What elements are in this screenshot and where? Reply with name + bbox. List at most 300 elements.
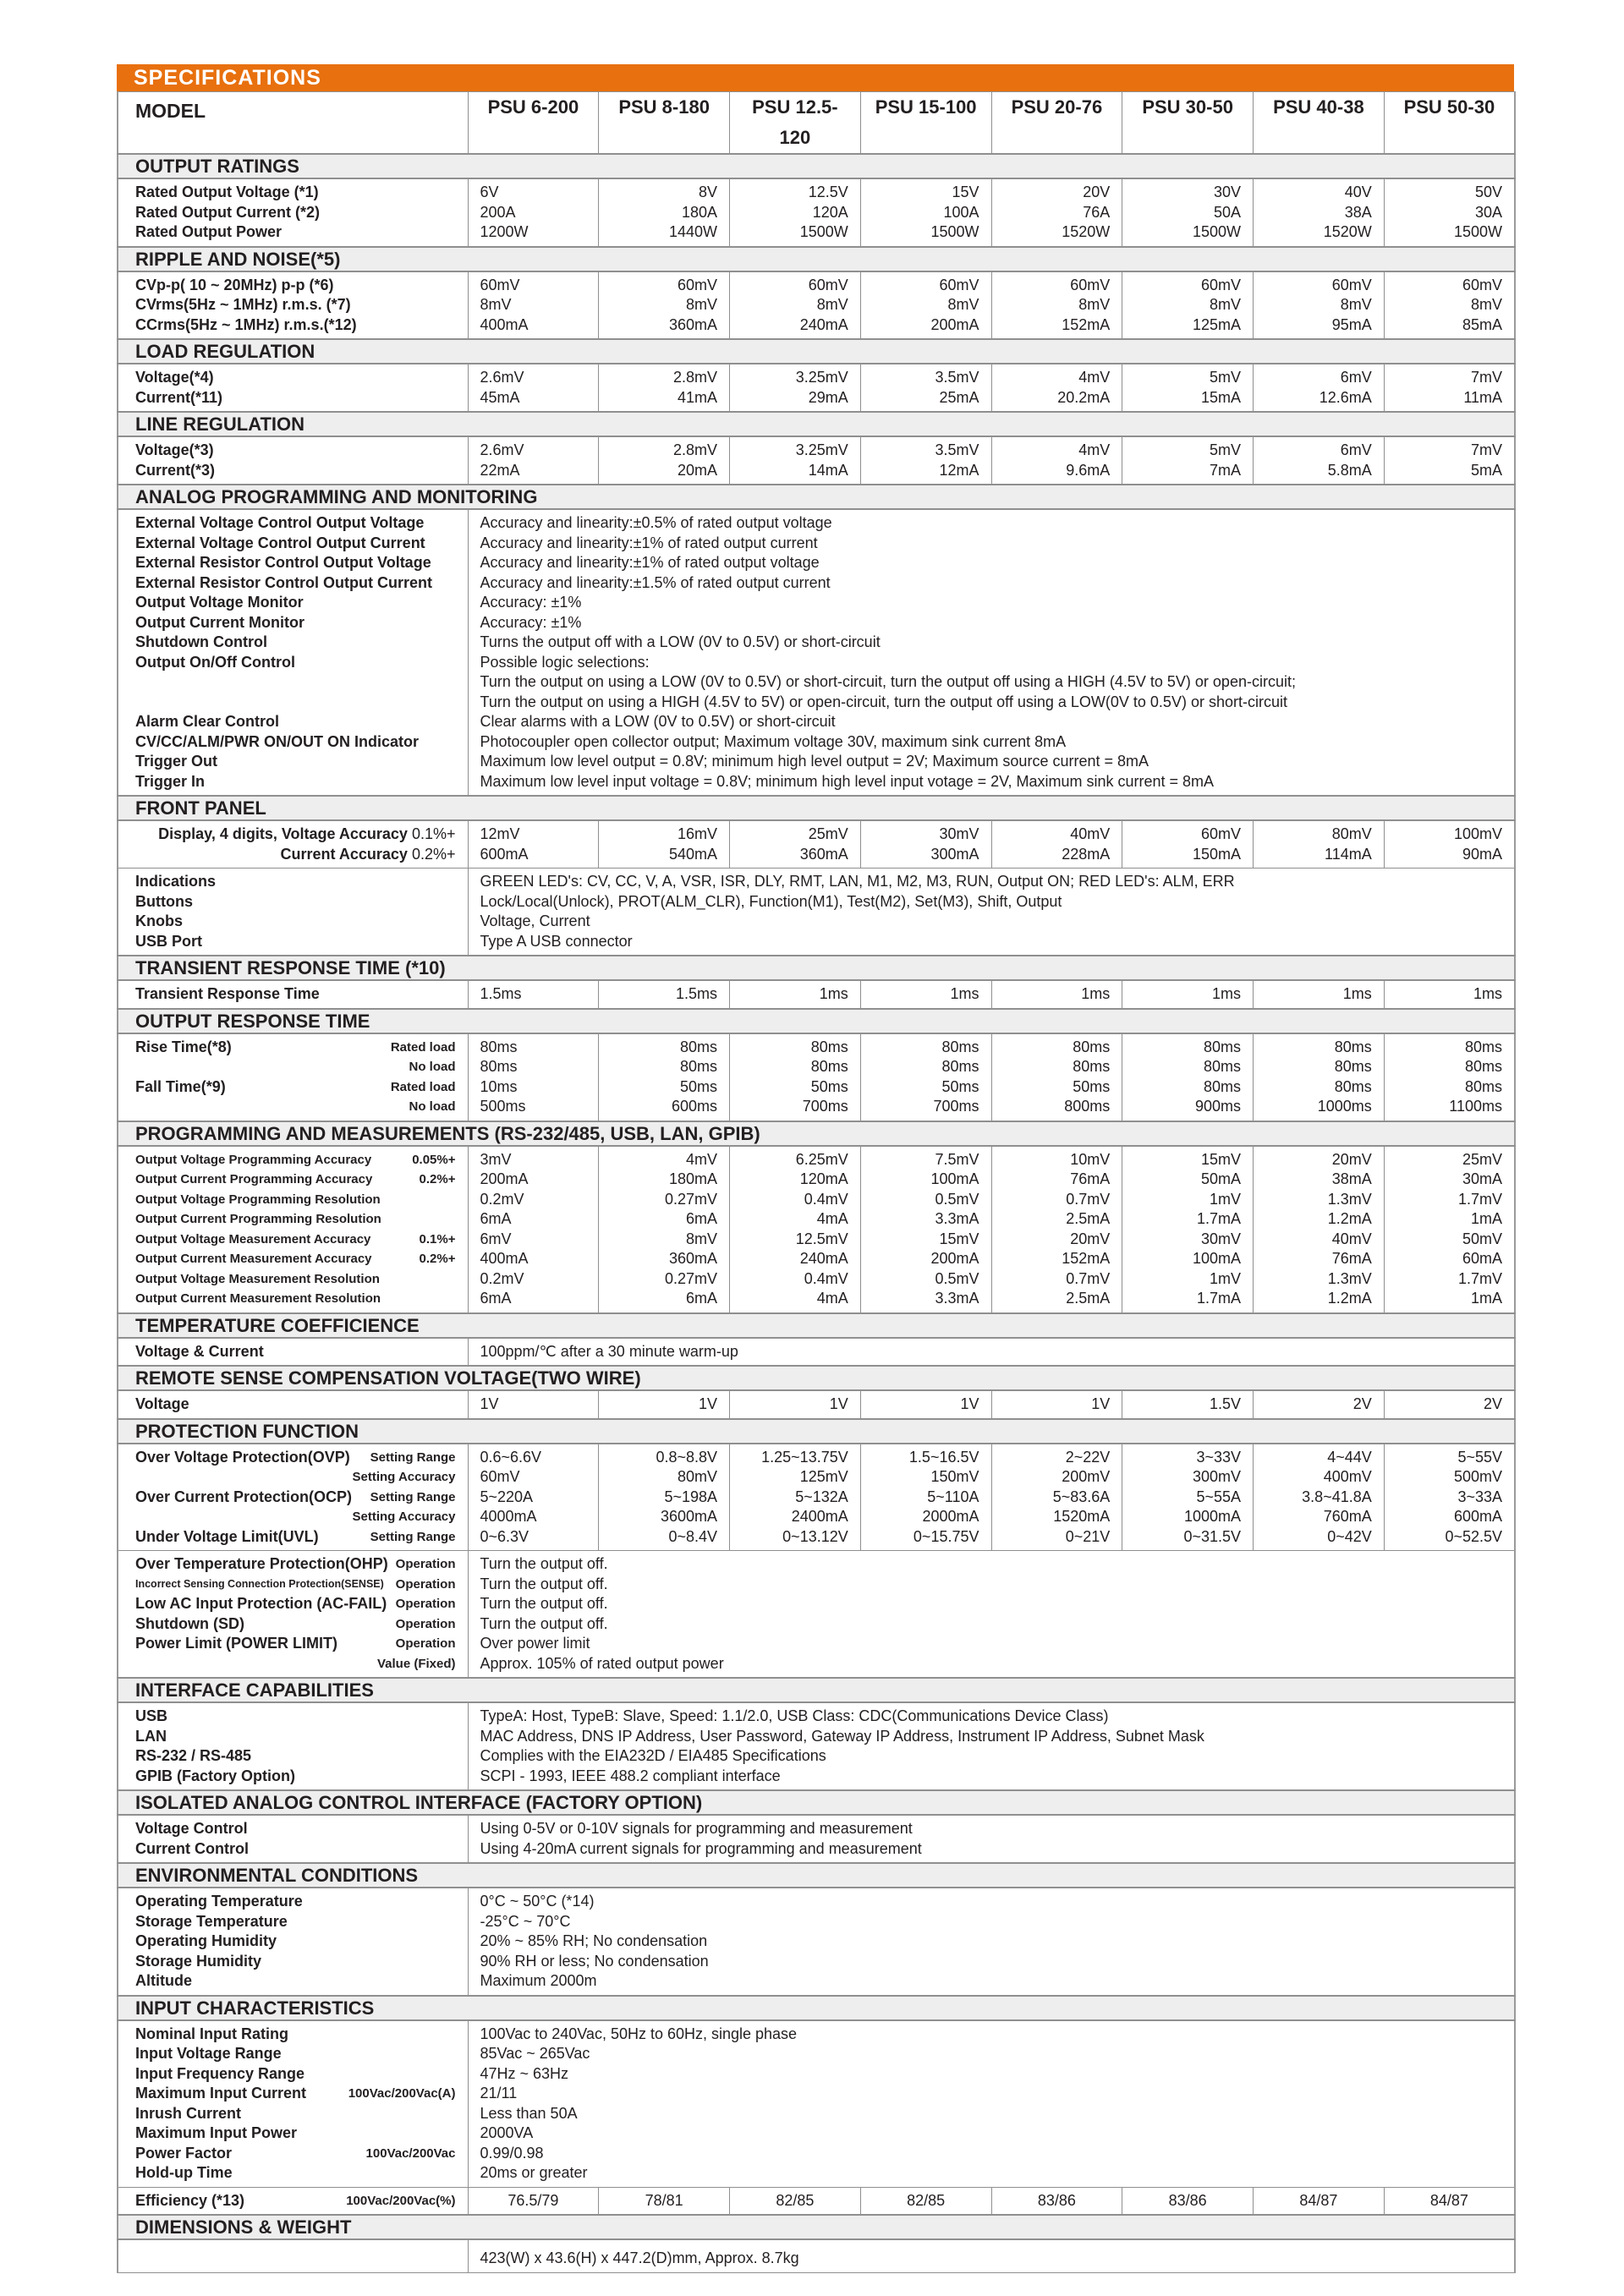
- value-cell: [1384, 1033, 1515, 1121]
- row-label: Operating Humidity: [135, 1932, 277, 1949]
- label-main: Output Current Programming Resolution: [135, 1212, 381, 1226]
- cell-value: 20.2mA: [1057, 388, 1111, 406]
- value-cell: [860, 1390, 991, 1419]
- label-sub: [452, 1190, 455, 1210]
- spec-text: Lock/Local(Unlock), PROT(ALM_CLR), Function(M1), Test(M2), Set(M3), Shift, Output: [480, 892, 1062, 910]
- cell-value: 5~83.6A: [1052, 1488, 1111, 1505]
- output-response-row: [118, 1033, 1515, 1121]
- label-main: Low AC Input Protection (AC-FAIL): [135, 1595, 387, 1612]
- label-main: Output Current Measurement Accuracy: [135, 1252, 372, 1266]
- cell-value: 8mV: [1078, 296, 1111, 313]
- cell-value: 8mV: [1470, 296, 1502, 313]
- cell-value: 80ms: [480, 1038, 518, 1055]
- section-title: INPUT CHARACTERISTICS: [118, 1996, 1515, 2020]
- value-cell: [1122, 271, 1254, 340]
- model-name: PSU 30-50: [1122, 92, 1254, 155]
- spec-text: 423(W) x 43.6(H) x 447.2(D)mm, Approx. 8.7kg: [480, 2249, 799, 2266]
- cell-value: 6mA: [480, 1290, 512, 1307]
- spec-text: Accuracy and linearity:±0.5% of rated output voltage: [480, 514, 832, 531]
- cell-value: 500mV: [1453, 1468, 1502, 1485]
- cell-value: 1ms: [1473, 985, 1502, 1002]
- spec-text: Using 4-20mA current signals for programming and measurement: [480, 1839, 922, 1857]
- cell-value: 1520mA: [1053, 1508, 1111, 1525]
- cell-value: 50ms: [810, 1077, 848, 1095]
- label-main: Over Current Protection(OCP): [135, 1488, 353, 1505]
- cell-value: 1500W: [1453, 223, 1502, 240]
- cell-value: 10mV: [1070, 1150, 1111, 1168]
- dimensions-label: [118, 2239, 468, 2273]
- input-row: [118, 2020, 1515, 2188]
- spec-text: MAC Address, DNS IP Address, User Password, Gateway IP Address, Instrument IP Address, Subnet Mask: [480, 1727, 1204, 1745]
- load-regulation-section-header: [118, 339, 1515, 364]
- spec-text: Accuracy and linearity:±1.5% of rated output current: [480, 573, 831, 591]
- value-cell: [599, 980, 730, 1009]
- row-label: [135, 1249, 456, 1269]
- row-label: [135, 1057, 456, 1077]
- row-label: [135, 2104, 456, 2124]
- cell-value: 30mA: [1462, 1170, 1502, 1187]
- label-sub: Operation: [395, 1576, 456, 1592]
- value-cell: [599, 1444, 730, 1551]
- cell-value: 1V: [698, 1395, 717, 1412]
- cell-value: 5mV: [1209, 369, 1241, 386]
- value-cell: [1384, 2187, 1515, 2215]
- label-main: Current Accuracy: [280, 845, 408, 863]
- value-cell: [730, 1146, 861, 1313]
- cell-value: 1.3mV: [1327, 1269, 1372, 1287]
- cell-value: 7mV: [1470, 369, 1502, 386]
- section-title: INTERFACE CAPABILITIES: [118, 1678, 1515, 1702]
- value-cell: [468, 820, 599, 869]
- value-cell: [1254, 820, 1385, 869]
- protection-labels: [118, 1444, 468, 1551]
- label-sub: Operation: [395, 1557, 456, 1571]
- cell-value: 80ms: [1334, 1077, 1372, 1095]
- dimensions-value: [468, 2239, 1515, 2273]
- label-main: Inrush Current: [135, 2104, 242, 2122]
- cell-value: 50A: [1213, 203, 1241, 221]
- cell-value: 1520W: [1323, 223, 1372, 240]
- cell-value: 20V: [1083, 184, 1111, 200]
- cell-value: 30mV: [939, 825, 979, 842]
- environment-labels: [118, 1888, 468, 1996]
- value-cell: [1122, 1390, 1254, 1419]
- row-label: [135, 845, 456, 865]
- cell-value: 1.5ms: [675, 985, 717, 1002]
- spec-text: 47Hz ~ 63Hz: [480, 2064, 569, 2082]
- label-main: [135, 1654, 140, 1674]
- section-title: LINE REGULATION: [118, 412, 1515, 436]
- model-name: PSU 20-76: [991, 92, 1122, 155]
- cell-value: 152mA: [1062, 315, 1111, 333]
- spec-text: 2000VA: [480, 2124, 534, 2141]
- cell-value: 1500W: [799, 223, 848, 240]
- row-label: USB Port: [135, 932, 203, 950]
- row-label: [135, 1507, 456, 1527]
- label-main: Rise Time(*8): [135, 1038, 232, 1055]
- cell-value: 12.6mA: [1319, 388, 1372, 406]
- cell-value: 80ms: [1203, 1077, 1241, 1095]
- cell-value: 1200W: [480, 223, 529, 240]
- row-label: [135, 1654, 456, 1674]
- value-cell: [599, 436, 730, 485]
- protection-row: [118, 1444, 1515, 1551]
- cell-value: 200mA: [480, 1170, 529, 1187]
- cell-value: 400mA: [480, 1250, 529, 1267]
- protection-section-header: [118, 1419, 1515, 1444]
- row-label: Voltage(*3): [135, 441, 214, 458]
- value-cell: [730, 1033, 861, 1121]
- cell-value: 7mA: [1209, 461, 1241, 479]
- cell-value: 0.7mV: [1066, 1269, 1111, 1287]
- label-sub: [452, 2163, 455, 2184]
- row-label: CV/CC/ALM/PWR ON/OUT ON Indicator: [135, 732, 419, 750]
- row-label: External Resistor Control Output Current: [135, 573, 433, 591]
- cell-value: 76mA: [1070, 1170, 1111, 1187]
- label-main: Output Voltage Programming Accuracy: [135, 1152, 372, 1167]
- label-main: Output Voltage Measurement Accuracy: [135, 1231, 371, 1247]
- value-cell: [1384, 1146, 1515, 1313]
- value-cell: [730, 1444, 861, 1551]
- front-panel-values: [468, 869, 1515, 956]
- cell-value: 4mV: [1078, 441, 1111, 458]
- value-cell: [1122, 364, 1254, 412]
- label-sub: 0.2%+: [419, 1172, 456, 1186]
- row-label: Storage Humidity: [135, 1952, 262, 1970]
- row-label: Output Voltage Monitor: [135, 594, 304, 611]
- section-title: RIPPLE AND NOISE(*5): [118, 247, 1515, 271]
- cell-value: 12mA: [939, 461, 979, 479]
- section-title: LOAD REGULATION: [118, 339, 1515, 364]
- cell-value: 15mV: [939, 1230, 979, 1247]
- cell-value: 150mA: [1192, 845, 1241, 863]
- value-cell: [860, 1146, 991, 1313]
- value-cell: [991, 436, 1122, 485]
- cell-value: 0.27mV: [664, 1269, 717, 1287]
- spec-text: 85Vac ~ 265Vac: [480, 2045, 590, 2062]
- spec-title-bar: SPECIFICATIONS: [117, 64, 1514, 91]
- cell-value: 240mA: [799, 1250, 848, 1267]
- label-sub: [452, 2044, 455, 2064]
- row-label: RS-232 / RS-485: [135, 1747, 252, 1764]
- cell-value: 0.2mV: [480, 1190, 524, 1208]
- row-label: Output Current Monitor: [135, 613, 304, 631]
- cell-value: 114mA: [1325, 845, 1372, 863]
- cell-value: 80ms: [1334, 1038, 1372, 1055]
- label-main: Over Voltage Protection(OVP): [135, 1448, 350, 1466]
- model-label: MODEL: [118, 92, 468, 155]
- cell-value: 84/87: [1299, 2191, 1338, 2209]
- input-values: [468, 2020, 1515, 2188]
- spec-text: 100Vac to 240Vac, 50Hz to 60Hz, single phase: [480, 2025, 798, 2042]
- cell-value: 1.7mA: [1196, 1210, 1241, 1227]
- value-cell: [599, 364, 730, 412]
- cell-value: 12.5mV: [795, 1230, 848, 1247]
- cell-value: 6mV: [1340, 369, 1372, 386]
- cell-value: 12mV: [480, 825, 520, 842]
- label-sub: No load: [409, 1060, 456, 1074]
- section-title: OUTPUT RESPONSE TIME: [118, 1009, 1515, 1033]
- row-label: [135, 672, 456, 693]
- value-cell: [599, 1033, 730, 1121]
- cell-value: 4000mA: [480, 1508, 537, 1525]
- value-cell: [468, 2187, 599, 2215]
- cell-value: 76mA: [1331, 1250, 1372, 1267]
- cell-value: 0~31.5V: [1183, 1527, 1241, 1545]
- spec-text: Turn the output on using a LOW (0V to 0.5V) or short-circuit, turn the output off using a HIGH (4.5V to 5V) or open-circuit;: [480, 673, 1296, 690]
- protection-ops-row: [118, 1551, 1515, 1679]
- cell-value: 200mV: [1062, 1468, 1111, 1485]
- row-label: [135, 2163, 456, 2184]
- label-sub: [452, 1269, 455, 1290]
- cell-value: 1.7mA: [1196, 1290, 1241, 1307]
- label-sub: [452, 2123, 455, 2144]
- section-title: PROTECTION FUNCTION: [118, 1419, 1515, 1444]
- cell-value: 95mA: [1331, 315, 1372, 333]
- section-title: FRONT PANEL: [118, 796, 1515, 820]
- cell-value: 1mV: [1209, 1190, 1241, 1208]
- cell-value: 6mA: [480, 1210, 512, 1227]
- value-cell: [599, 1390, 730, 1419]
- analog-section-header: [118, 485, 1515, 509]
- cell-value: 1500W: [930, 223, 979, 240]
- cell-value: 360mA: [668, 315, 717, 333]
- cell-value: 2000mA: [922, 1508, 979, 1525]
- cell-value: 80ms: [1464, 1058, 1502, 1075]
- spec-text: Turn the output on using a HIGH (4.5V to 5V) or open-circuit, turn the output off using a LOW(0V to 0.5V) or short-circuit: [480, 693, 1287, 710]
- row-label: [135, 1467, 456, 1488]
- cell-value: 80ms: [810, 1038, 848, 1055]
- value-cell: [991, 271, 1122, 340]
- spec-text: 90% RH or less; No condensation: [480, 1952, 709, 1970]
- cell-value: 8mV: [1209, 296, 1241, 313]
- cell-value: 80ms: [679, 1058, 717, 1075]
- output-response-labels: [118, 1033, 468, 1121]
- row-label: [135, 2191, 456, 2211]
- cell-value: 3.3mA: [935, 1290, 979, 1307]
- value-cell: [991, 178, 1122, 247]
- cell-value: 3.3mA: [935, 1210, 979, 1227]
- value-cell: [991, 1033, 1122, 1121]
- cell-value: 0.4mV: [804, 1269, 848, 1287]
- value-cell: [991, 1146, 1122, 1313]
- cell-value: 60mV: [1462, 276, 1502, 293]
- cell-value: 125mA: [1192, 315, 1241, 333]
- row-label: Current Control: [135, 1839, 249, 1857]
- cell-value: 1.2mA: [1327, 1210, 1372, 1227]
- model-name: PSU 6-200: [468, 92, 599, 155]
- value-cell: [860, 178, 991, 247]
- spec-text: Turn the output off.: [480, 1555, 608, 1572]
- value-cell: [730, 364, 861, 412]
- value-cell: [468, 1444, 599, 1551]
- spec-text: 21/11: [480, 2085, 518, 2101]
- analog-row: [118, 509, 1515, 796]
- efficiency-label: [118, 2187, 468, 2215]
- cell-value: 1ms: [1081, 985, 1111, 1002]
- row-label: Indications: [135, 873, 217, 890]
- front-panel-section-header: [118, 796, 1515, 820]
- label-main: Output Voltage Programming Resolution: [135, 1192, 381, 1207]
- temperature-values: [468, 1338, 1515, 1367]
- row-label: Rated Output Power: [135, 223, 283, 240]
- cell-value: 38A: [1344, 203, 1372, 221]
- cell-value: 8mV: [685, 296, 717, 313]
- row-label: Voltage & Current: [135, 1342, 264, 1360]
- row-label: External Voltage Control Output Current: [135, 534, 425, 551]
- cell-value: 11mA: [1463, 388, 1502, 406]
- value-cell: [1384, 1444, 1515, 1551]
- model-name: PSU 50-30: [1384, 92, 1515, 155]
- spec-text: Turn the output off.: [480, 1614, 608, 1632]
- spec-text: 20% ~ 85% RH; No condensation: [480, 1932, 708, 1949]
- cell-value: 80ms: [1203, 1038, 1241, 1055]
- cell-value: 760mA: [1323, 1508, 1372, 1525]
- output-ratings-labels: [118, 178, 468, 247]
- output-response-section-header: [118, 1009, 1515, 1033]
- spec-text: Approx. 105% of rated output power: [480, 1654, 724, 1672]
- cell-value: 200mA: [930, 1250, 979, 1267]
- row-label: Voltage Control: [135, 1820, 248, 1837]
- value-cell: [730, 178, 861, 247]
- cell-value: 12.5V: [808, 184, 848, 200]
- value-cell: [1384, 820, 1515, 869]
- row-label: [135, 1488, 456, 1508]
- value-cell: [468, 436, 599, 485]
- cell-value: 0.5mV: [935, 1269, 979, 1287]
- cell-value: 4~44V: [1327, 1448, 1372, 1466]
- row-label: Alarm Clear Control: [135, 713, 280, 730]
- cell-value: 180mA: [668, 1170, 717, 1187]
- row-label: CVrms(5Hz ~ 1MHz) r.m.s. (*7): [135, 296, 351, 313]
- programming-labels: [118, 1146, 468, 1313]
- cell-value: 84/87: [1429, 2191, 1468, 2209]
- spec-text: Accuracy: ±1%: [480, 613, 582, 631]
- row-label: CCrms(5Hz ~ 1MHz) r.m.s.(*12): [135, 315, 357, 333]
- cell-value: 0.4mV: [804, 1190, 848, 1208]
- cell-value: 228mA: [1062, 845, 1111, 863]
- section-title: ENVIRONMENTAL CONDITIONS: [118, 1863, 1515, 1888]
- cell-value: 2.6mV: [480, 441, 524, 458]
- cell-value: 200A: [480, 203, 516, 221]
- cell-value: 400mA: [480, 315, 529, 333]
- cell-value: 82/85: [776, 2191, 815, 2209]
- cell-value: 1ms: [819, 985, 848, 1002]
- label-main: Nominal Input Rating: [135, 2025, 288, 2042]
- load-regulation-row: [118, 364, 1515, 412]
- cell-value: 83/86: [1037, 2191, 1076, 2209]
- spec-text: Less than 50A: [480, 2104, 578, 2122]
- efficiency-row: [118, 2187, 1515, 2215]
- value-cell: [468, 178, 599, 247]
- cell-value: 100mV: [1453, 825, 1502, 842]
- cell-value: 1.25~13.75V: [761, 1448, 848, 1466]
- cell-value: 3mV: [480, 1150, 512, 1168]
- cell-value: 30A: [1474, 203, 1502, 221]
- cell-value: 0~15.75V: [913, 1527, 979, 1545]
- cell-value: 1ms: [950, 985, 979, 1002]
- cell-value: 8mV: [1340, 296, 1372, 313]
- label-sub: [452, 2025, 455, 2045]
- transient-section-header: [118, 956, 1515, 980]
- cell-value: 80ms: [1334, 1058, 1372, 1075]
- input-section-header: [118, 1996, 1515, 2020]
- interface-section-header: [118, 1678, 1515, 1702]
- row-label: [135, 2044, 456, 2064]
- cell-value: 1.2mA: [1327, 1290, 1372, 1307]
- front-panel-display-row: [118, 820, 1515, 869]
- protection-ops-labels: [118, 1551, 468, 1679]
- cell-value: 3.5mV: [935, 369, 979, 386]
- spec-sheet: [117, 64, 1514, 2273]
- label-main: Efficiency (*13): [135, 2191, 245, 2209]
- value-cell: [1384, 1390, 1515, 1419]
- label-sub: 0.1%+: [419, 1231, 456, 1247]
- cell-value: 78/81: [645, 2191, 683, 2209]
- row-label: Output On/Off Control: [135, 653, 295, 671]
- cell-value: 1.5V: [1209, 1395, 1241, 1412]
- row-label: Transient Response Time: [135, 985, 320, 1002]
- value-cell: [468, 980, 599, 1009]
- cell-value: 8V: [698, 184, 717, 200]
- row-label: [135, 1038, 456, 1058]
- cell-value: 4mV: [685, 1150, 717, 1168]
- row-label: [135, 1150, 456, 1170]
- value-cell: [1122, 178, 1254, 247]
- value-cell: [599, 178, 730, 247]
- cell-value: 6mA: [685, 1290, 717, 1307]
- cell-value: 1ms: [1211, 985, 1241, 1002]
- spec-text: TypeA: Host, TypeB: Slave, Speed: 1.1/2.0, USB Class: CDC(Communications Device Class): [480, 1707, 1109, 1724]
- model-header-row: [118, 92, 1515, 155]
- cell-value: 3.5mV: [935, 441, 979, 458]
- row-label: [135, 1448, 456, 1468]
- cell-value: 360mA: [668, 1250, 717, 1267]
- row-label: [135, 2025, 456, 2045]
- label-sub: [452, 2104, 455, 2124]
- cell-value: 5~220A: [480, 1488, 534, 1505]
- value-cell: [860, 271, 991, 340]
- cell-value: 8mV: [685, 1230, 717, 1247]
- row-label: [135, 1269, 456, 1290]
- spec-text: Clear alarms with a LOW (0V to 0.5V) or short-circuit: [480, 713, 836, 730]
- row-label: [135, 1614, 456, 1635]
- value-cell: [1254, 178, 1385, 247]
- remote-sense-section-header: [118, 1366, 1515, 1390]
- environment-row: [118, 1888, 1515, 1996]
- cell-value: 76A: [1083, 203, 1111, 221]
- cell-value: 400mV: [1323, 1468, 1372, 1485]
- cell-value: 80ms: [1073, 1038, 1111, 1055]
- cell-value: 1mV: [1209, 1269, 1241, 1287]
- cell-value: 80mV: [1331, 825, 1372, 842]
- label-main: Input Voltage Range: [135, 2045, 282, 2062]
- cell-value: 4mA: [816, 1210, 848, 1227]
- cell-value: 40mV: [1331, 1230, 1372, 1247]
- value-cell: [730, 271, 861, 340]
- cell-value: 5~110A: [927, 1488, 979, 1505]
- cell-value: 700ms: [933, 1098, 979, 1115]
- cell-value: 8mV: [947, 296, 979, 313]
- cell-value: 15mV: [1200, 1150, 1241, 1168]
- label-sub: 100Vac/200Vac(A): [348, 2086, 456, 2101]
- label-sub: Operation: [395, 1616, 456, 1631]
- cell-value: 60mV: [939, 276, 979, 293]
- value-cell: [1384, 436, 1515, 485]
- cell-value: 500ms: [480, 1098, 526, 1115]
- cell-value: 180A: [681, 203, 717, 221]
- remote-sense-row: [118, 1390, 1515, 1419]
